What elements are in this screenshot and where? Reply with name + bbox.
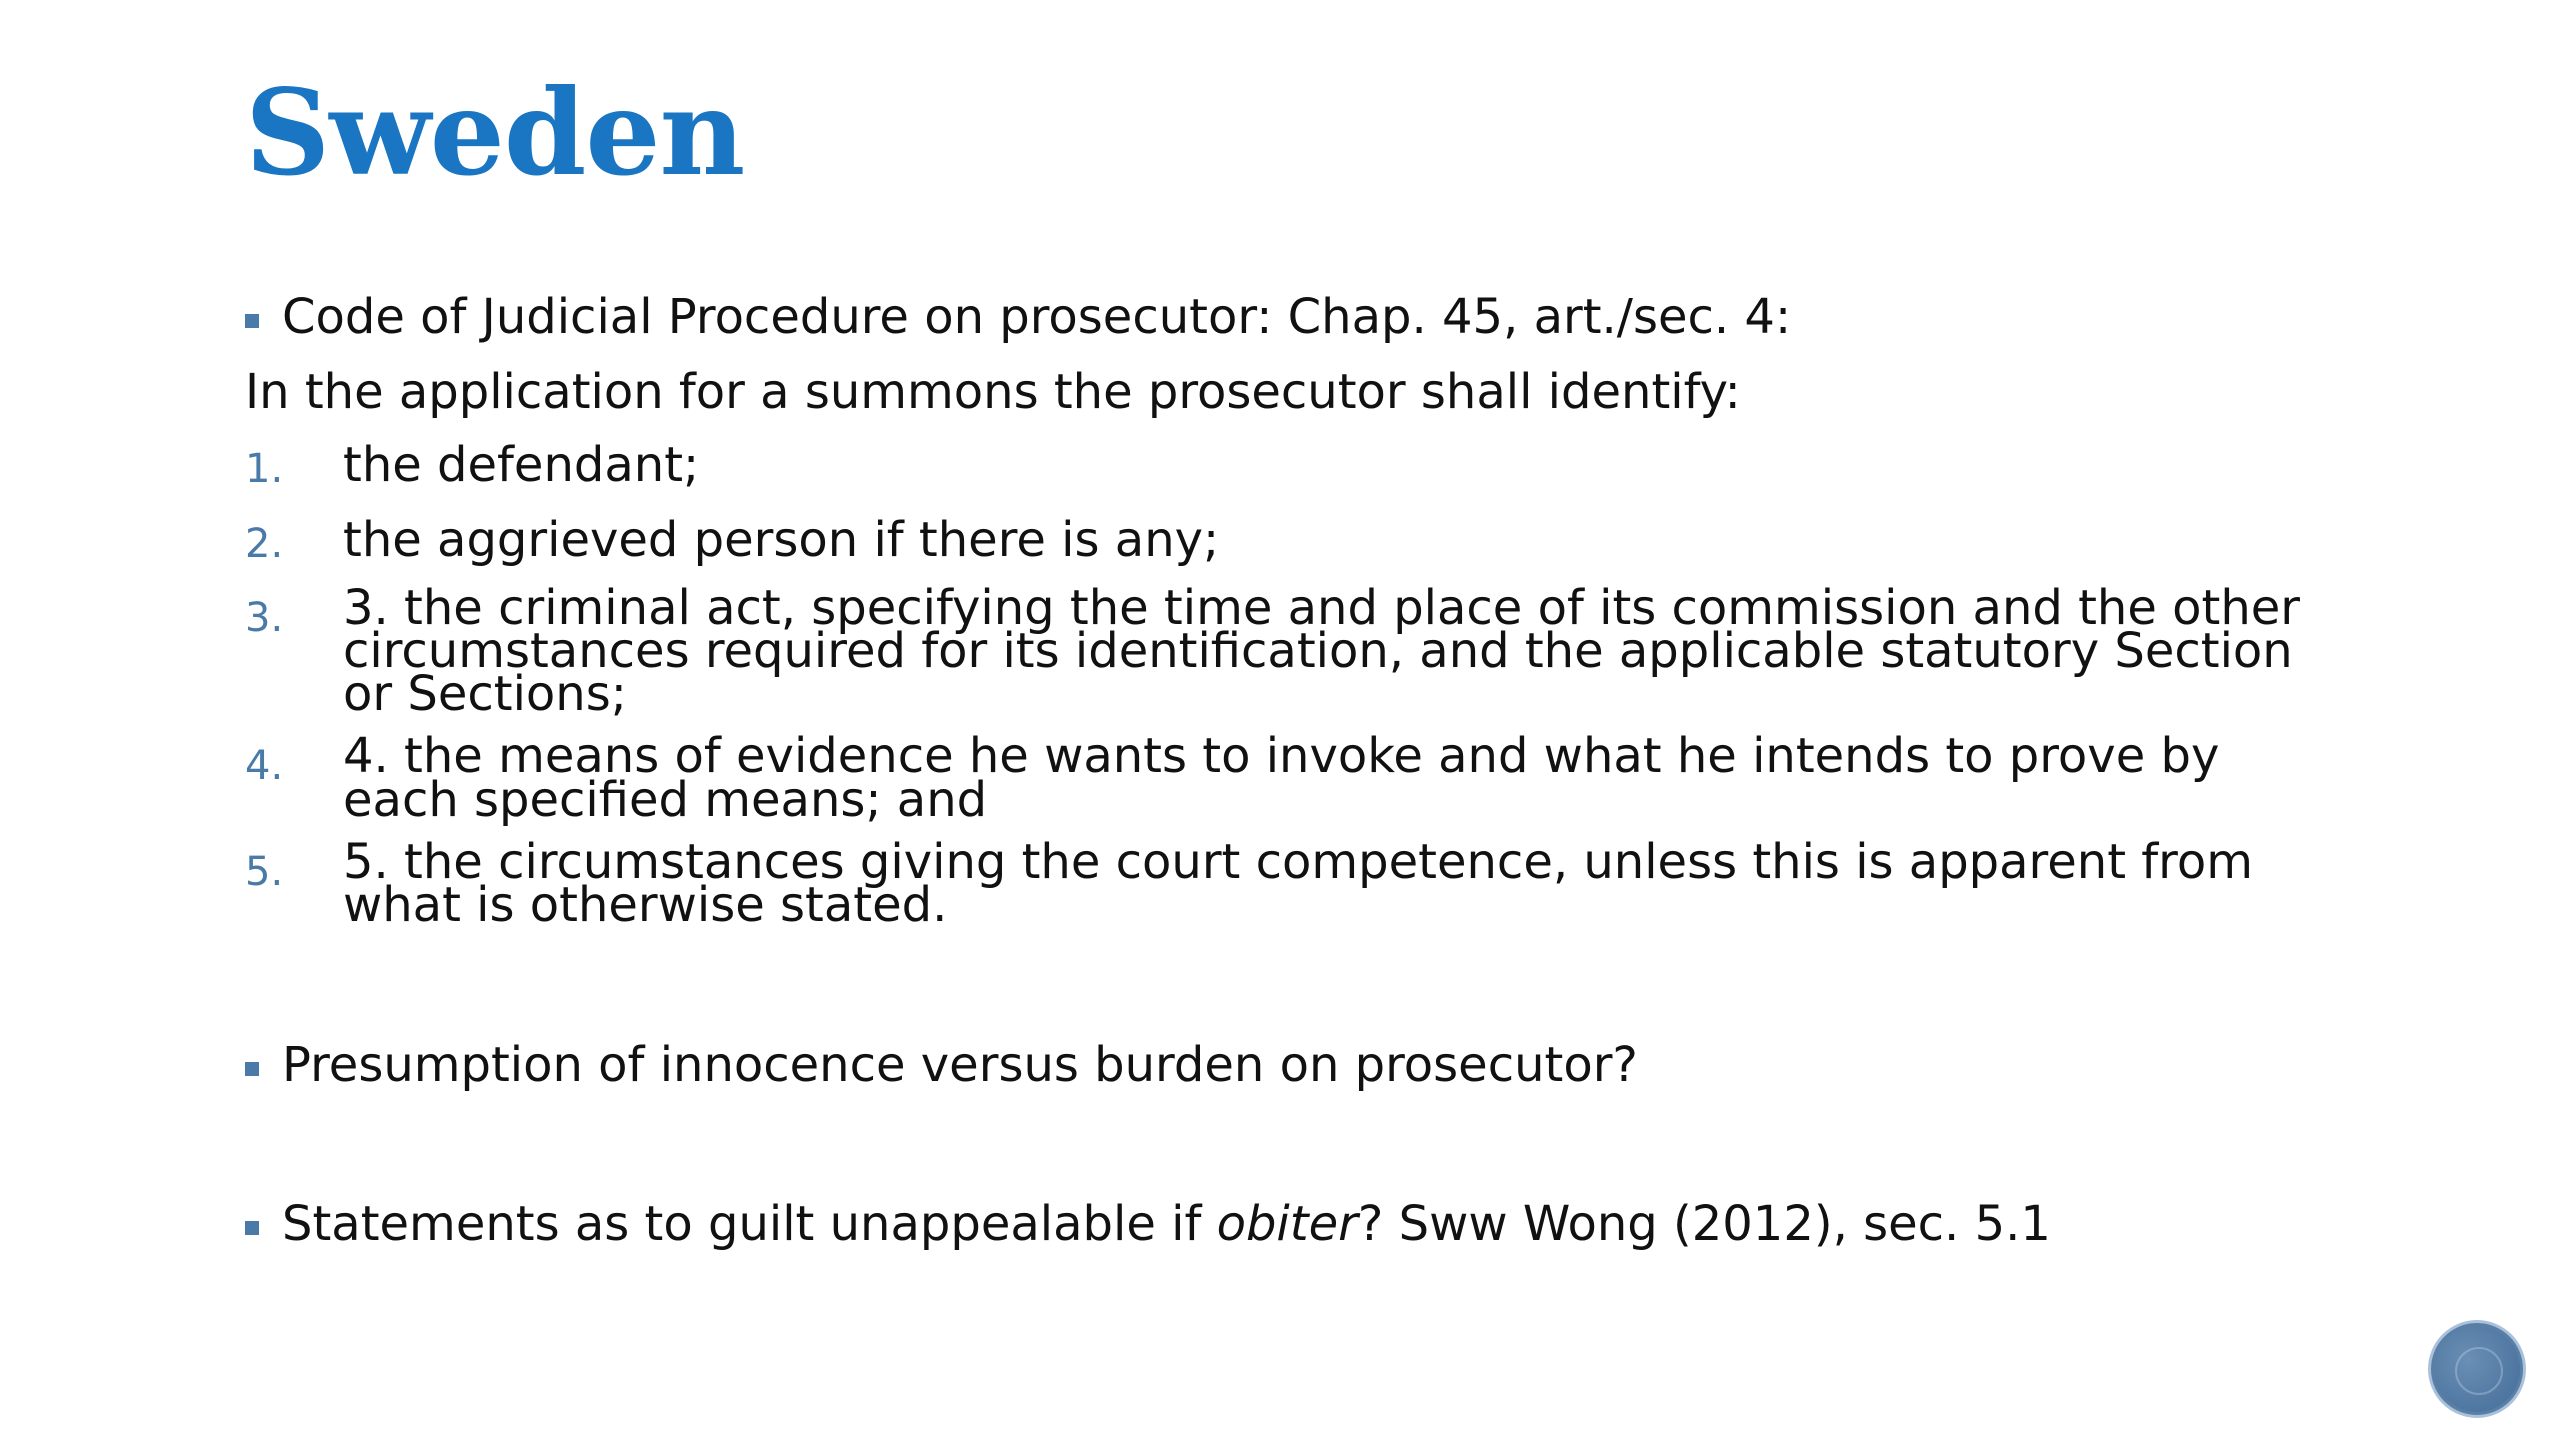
slide-body [245, 290, 2345, 1252]
bullet-square-icon [245, 1062, 259, 1076]
list-item-text: the defendant; [343, 437, 700, 494]
bullet-text: Presumption of innocence versus burden on prosecutor? [282, 1037, 1638, 1094]
list-item [245, 728, 2345, 828]
intro-text: In the application for a summons the prosecutor shall identify: [245, 364, 1741, 421]
list-item [245, 438, 2345, 493]
list-item-text: the aggrieved person if there is any; [343, 511, 1220, 568]
list-marker: 2. [245, 520, 284, 567]
bullet-item [245, 290, 2345, 345]
nav-circle-inner [2455, 1347, 2503, 1395]
bullet-item [245, 1197, 2345, 1252]
bullet-square-icon [245, 314, 259, 328]
list-item [245, 833, 2345, 933]
bullet-text-part: ? Sww Wong (2012), sec. 5.1 [1357, 1196, 2051, 1253]
list-item-text: 4. the means of evidence he wants to invoke and what he intends to prove by each specified means; and [343, 728, 2220, 828]
list-marker: 5. [245, 848, 284, 895]
italic-term: obiter [1216, 1196, 1358, 1253]
bullet-text-part: Statements as to guilt unappealable if [282, 1196, 1217, 1253]
list-marker: 1. [245, 446, 284, 493]
numbered-list [245, 437, 2345, 933]
nav-circle-icon[interactable] [2428, 1320, 2526, 1418]
list-item [245, 579, 2345, 723]
bullet-square-icon [245, 1221, 259, 1235]
list-marker: 3. [245, 594, 284, 641]
list-item [245, 513, 2345, 568]
bullet-item [245, 1038, 2345, 1093]
list-item-text: 5. the circumstances giving the court competence, unless this is apparent from what is otherwise stated. [343, 833, 2253, 933]
bullet-text: Code of Judicial Procedure on prosecutor: Chap. 45, art./sec. 4: [282, 289, 1792, 345]
slide-title: Sweden [245, 63, 745, 202]
list-marker: 4. [245, 743, 284, 790]
bullet-text [282, 1197, 2051, 1252]
list-item-text: 3. the criminal act, specifying the time and place of its commission and the other circumstances required for its identification, and the applicable statutory Section or Sections; [343, 579, 2301, 723]
